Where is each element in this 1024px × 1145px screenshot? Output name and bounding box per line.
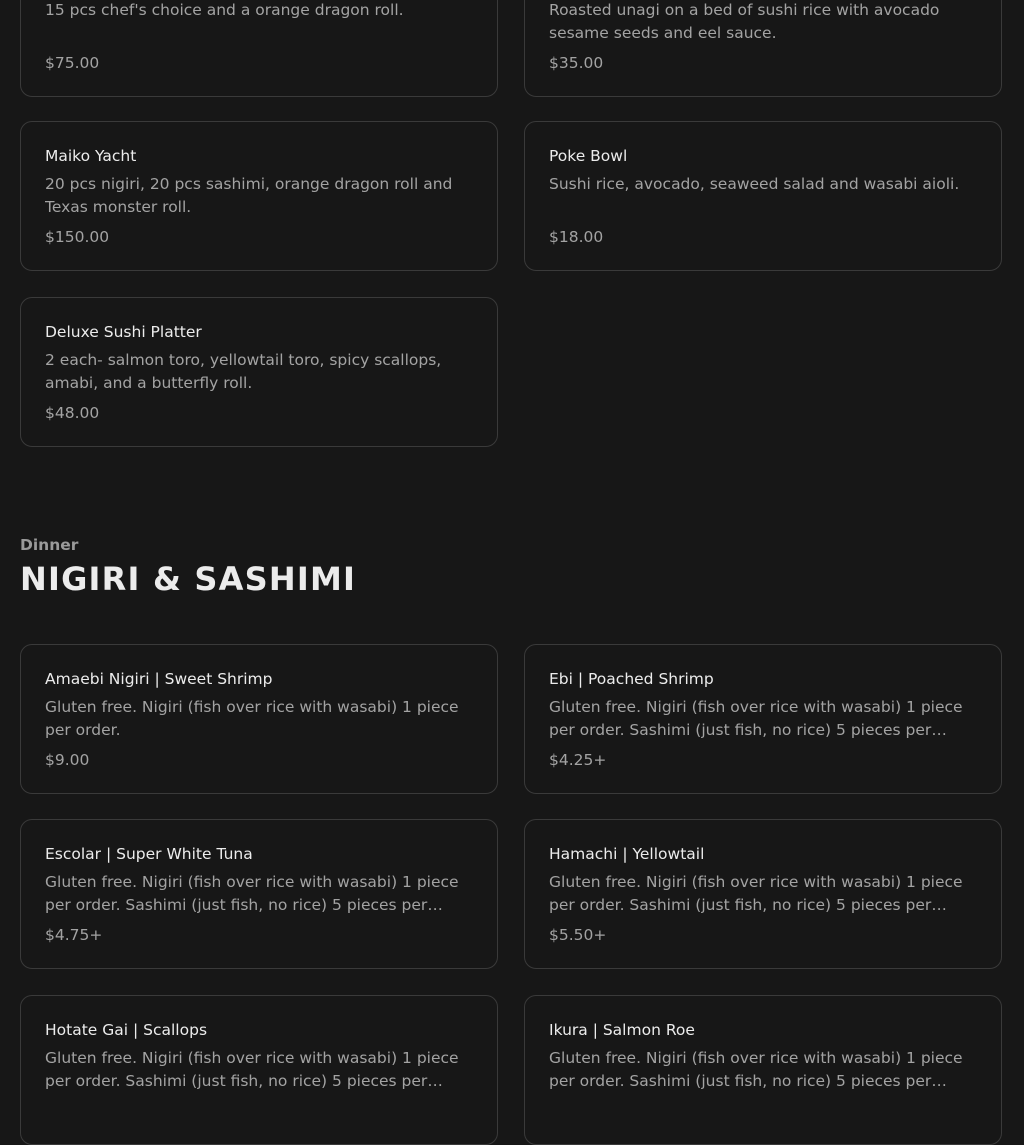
menu-item-description: 2 each- salmon toro, yellowtail toro, spicy scallops, amabi, and a butterfly roll. (45, 351, 442, 392)
menu-item-card[interactable] (20, 995, 498, 1145)
menu-item-description: Roasted unagi on a bed of sushi rice with avocado sesame seeds and eel sauce. (549, 1, 940, 42)
menu-item-name: Deluxe Sushi Platter (45, 323, 202, 341)
menu-item-card[interactable] (20, 297, 498, 447)
section-title: NIGIRI & SASHIMI (20, 560, 357, 598)
menu-item-price: $18.00 (549, 228, 604, 246)
menu-item-description: Gluten free. Nigiri (fish over rice with wasabi) 1 piece per order. Sashimi (just fish, no rice) 5 pieces per (45, 873, 459, 914)
menu-item-name: Maiko Yacht (45, 147, 137, 165)
menu-item-name: Hamachi | Yellowtail (549, 845, 705, 863)
menu-item-description: Gluten free. Nigiri (fish over rice with wasabi) 1 piece per order. Sashimi (just fish, no rice) 5 pieces per (45, 1049, 459, 1090)
section-kicker: Dinner (20, 536, 79, 554)
menu-item-price: $4.75+ (45, 926, 103, 944)
menu-item-card[interactable] (20, 644, 498, 794)
menu-item-price: $5.50+ (549, 926, 607, 944)
menu-item-description: Gluten free. Nigiri (fish over rice with wasabi) 1 piece per order. Sashimi (just fish, no rice) 5 pieces per (549, 1049, 963, 1090)
menu-item-price: $9.00 (45, 751, 90, 769)
menu-item-price: $4.25+ (549, 751, 607, 769)
menu-item-card[interactable] (20, 121, 498, 271)
menu-item-card[interactable] (524, 819, 1002, 969)
menu-item-name: Poke Bowl (549, 147, 628, 165)
menu-item-description: Gluten free. Nigiri (fish over rice with wasabi) 1 piece per order. Sashimi (just fish, no rice) 5 pieces per (549, 698, 963, 739)
menu-item-description: Sushi rice, avocado, seaweed salad and wasabi aioli. (549, 175, 960, 193)
menu-item-card[interactable] (20, 0, 498, 97)
menu-item-name: Ebi | Poached Shrimp (549, 670, 714, 688)
menu-item-name: Hotate Gai | Scallops (45, 1021, 208, 1039)
menu-item-card[interactable] (524, 0, 1002, 97)
menu-item-price: $48.00 (45, 404, 100, 422)
menu-item-price: $150.00 (45, 228, 110, 246)
menu-item-description: 20 pcs nigiri, 20 pcs sashimi, orange dragon roll and Texas monster roll. (45, 175, 453, 216)
menu-item-description: 15 pcs chef's choice and a orange dragon roll. (45, 1, 404, 19)
menu-item-price: $75.00 (45, 54, 100, 72)
menu-item-name: Amaebi Nigiri | Sweet Shrimp (45, 670, 273, 688)
menu-item-name: Escolar | Super White Tuna (45, 845, 253, 863)
menu-item-description: Gluten free. Nigiri (fish over rice with wasabi) 1 piece per order. (45, 698, 459, 739)
menu-item-name: Ikura | Salmon Roe (549, 1021, 695, 1039)
menu-item-description: Gluten free. Nigiri (fish over rice with wasabi) 1 piece per order. Sashimi (just fish, no rice) 5 pieces per (549, 873, 963, 914)
menu-item-price: $35.00 (549, 54, 604, 72)
menu-item-card[interactable] (524, 995, 1002, 1145)
menu-item-card[interactable] (20, 819, 498, 969)
menu-item-card[interactable] (524, 121, 1002, 271)
menu-item-card[interactable] (524, 644, 1002, 794)
